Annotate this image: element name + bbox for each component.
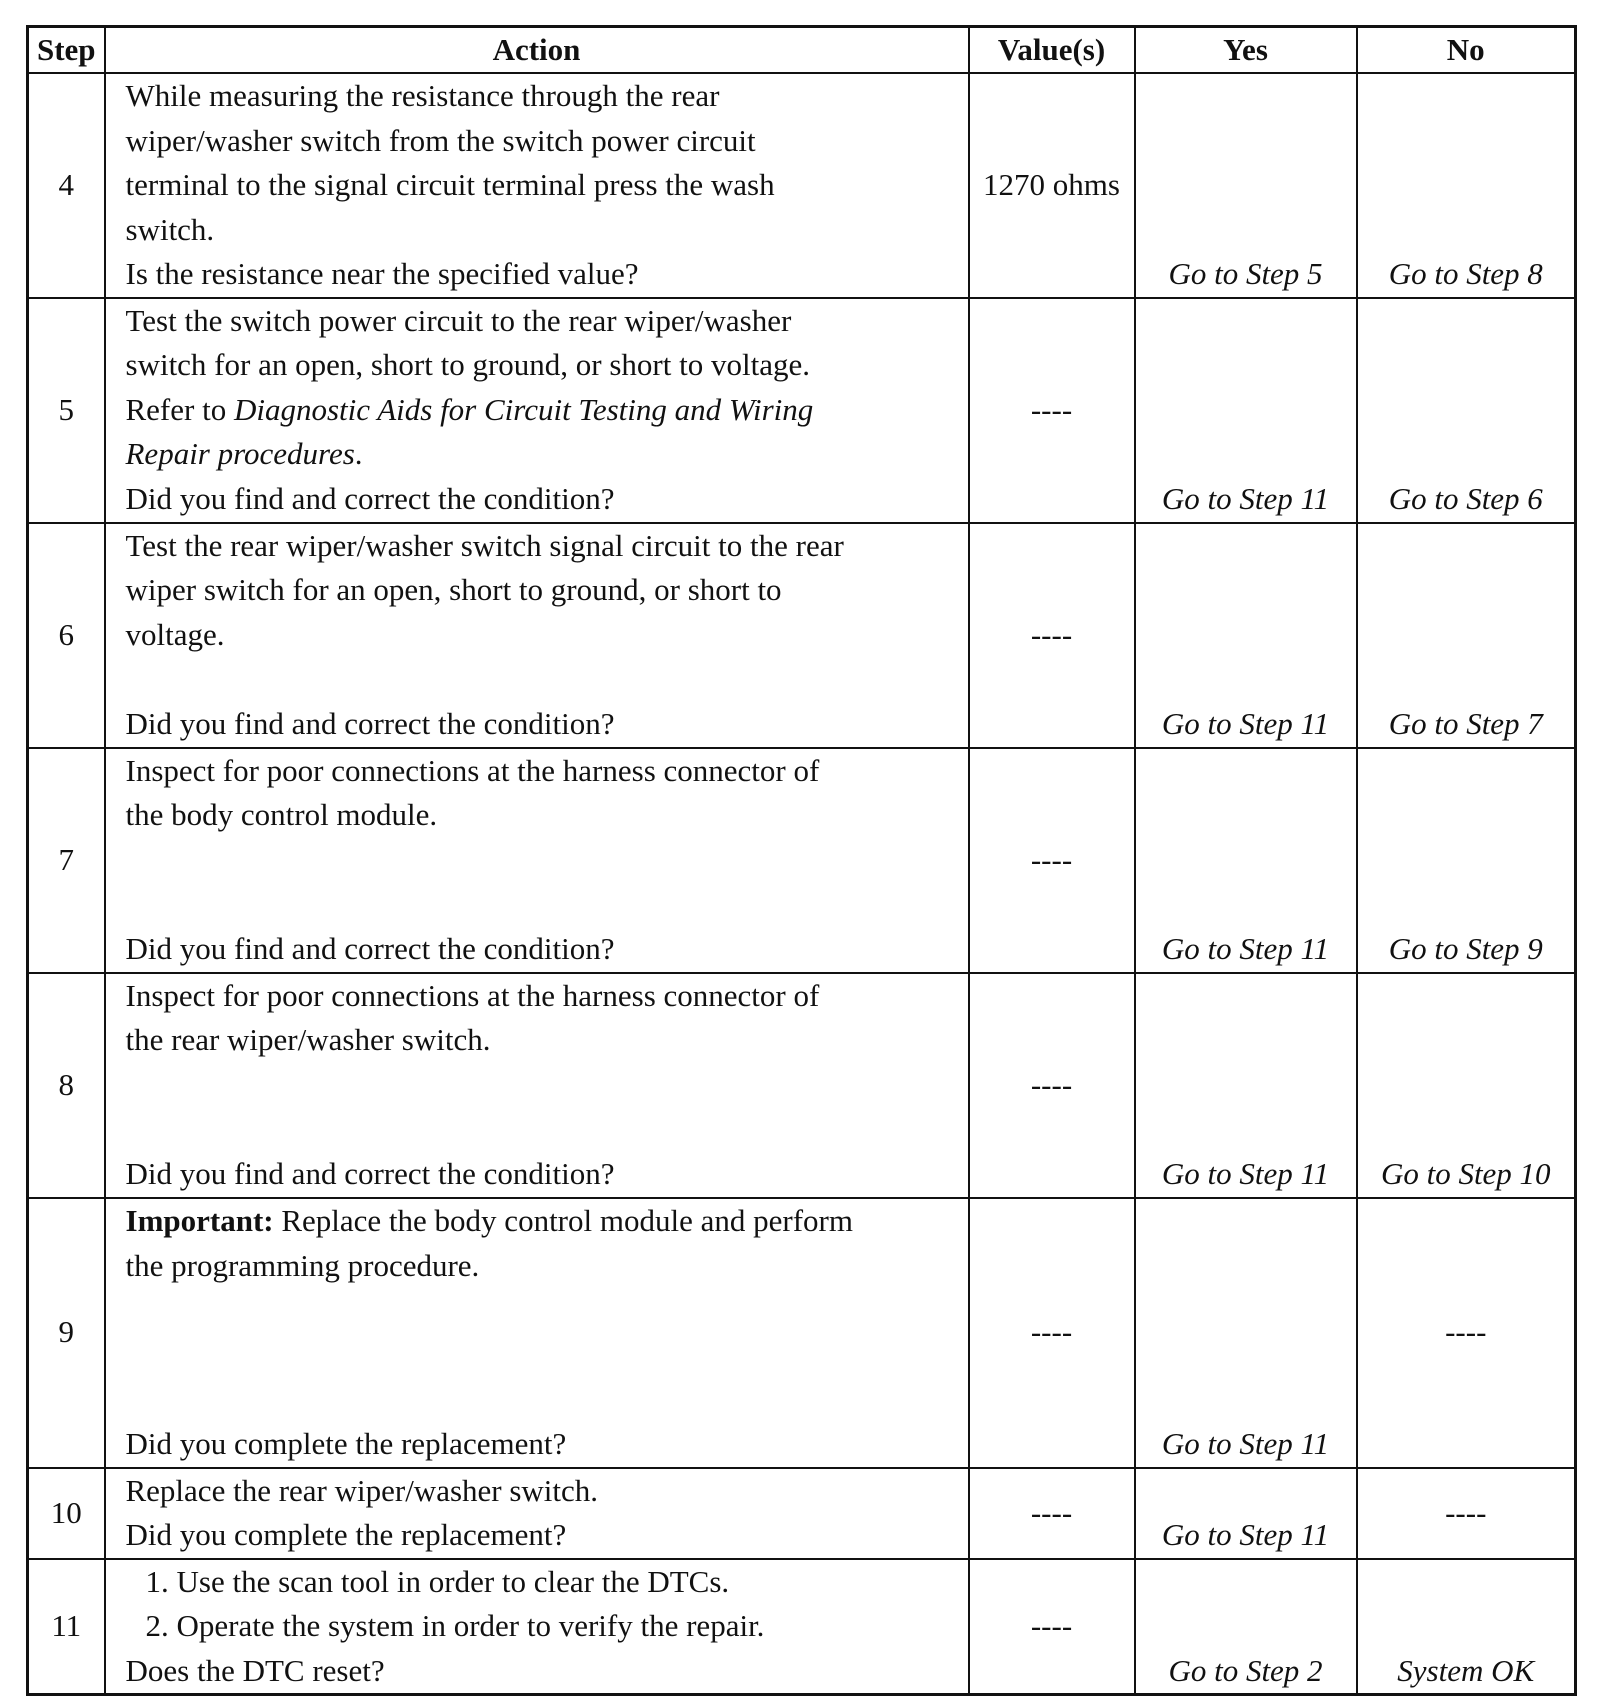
- yes-cell: Go to Step 11: [1135, 298, 1357, 523]
- no-cell: Go to Step 7: [1357, 523, 1576, 748]
- action-line: the body control module.: [125, 797, 438, 833]
- spacer: [126, 657, 962, 702]
- yes-cell: Go to Step 11: [1135, 523, 1357, 748]
- action-question: Did you find and correct the condition?: [125, 705, 615, 741]
- table-row: [28, 523, 1576, 748]
- action-line: Inspect for poor connections at the harness connector of: [125, 752, 820, 788]
- table-row: [28, 1559, 1576, 1695]
- table-row: [28, 73, 1576, 298]
- no-cell: System OK: [1357, 1559, 1576, 1695]
- reference-link-text: Diagnostic Aids for Circuit Testing and Wiring: [233, 391, 814, 427]
- step-number: 9: [28, 1198, 105, 1468]
- action-line: wiper/washer switch from the switch power circuit: [125, 122, 756, 158]
- action-question: Did you complete the replacement?: [125, 1517, 567, 1552]
- action-line: terminal to the signal circuit terminal press the wash: [125, 167, 775, 202]
- spacer: [126, 838, 962, 883]
- value-cell: ----: [969, 523, 1135, 748]
- no-cell: Go to Step 9: [1357, 748, 1576, 973]
- action-list-item: 2. Operate the system in order to verify the repair.: [145, 1608, 765, 1643]
- reference-link-text: Repair procedures: [125, 436, 355, 472]
- action-cell: [105, 973, 969, 1198]
- action-question: Does the DTC reset?: [125, 1652, 385, 1688]
- action-line: Replace the rear wiper/washer switch.: [125, 1472, 599, 1508]
- header-values: Value(s): [969, 27, 1135, 74]
- yes-cell: Go to Step 5: [1135, 73, 1357, 298]
- action-line: switch.: [125, 211, 215, 247]
- value-cell: ----: [969, 973, 1135, 1198]
- action-question: Did you find and correct the condition?: [125, 1155, 615, 1191]
- action-line: the rear wiper/washer switch.: [125, 1022, 491, 1058]
- step-number: 10: [28, 1468, 105, 1559]
- table-row: [28, 1198, 1576, 1468]
- header-action: Action: [105, 27, 969, 74]
- action-line: While measuring the resistance through the rear: [125, 78, 720, 113]
- action-line: Test the switch power circuit to the rear wiper/washer: [125, 302, 792, 338]
- action-line: the programming procedure.: [125, 1247, 480, 1283]
- action-cell: [105, 1468, 969, 1559]
- action-text: Replace the body control module and perform: [273, 1203, 853, 1238]
- action-cell: [105, 1559, 969, 1695]
- action-line: voltage.: [125, 616, 225, 652]
- no-cell: Go to Step 10: [1357, 973, 1576, 1198]
- step-number: 4: [28, 73, 105, 298]
- action-line: [126, 388, 962, 433]
- yes-cell: Go to Step 11: [1135, 973, 1357, 1198]
- yes-cell: Go to Step 11: [1135, 1468, 1357, 1559]
- table-row: [28, 748, 1576, 973]
- spacer: [126, 1377, 962, 1422]
- header-no: No: [1357, 27, 1576, 74]
- value-cell: ----: [969, 1559, 1135, 1695]
- action-question: Did you find and correct the condition?: [125, 930, 615, 966]
- step-number: 8: [28, 973, 105, 1198]
- value-cell: ----: [969, 298, 1135, 523]
- no-cell: ----: [1357, 1198, 1576, 1468]
- value-cell: 1270 ohms: [969, 73, 1135, 298]
- step-number: 6: [28, 523, 105, 748]
- no-cell: Go to Step 8: [1357, 73, 1576, 298]
- header-row: [28, 27, 1576, 74]
- action-question: Is the resistance near the specified value?: [125, 256, 639, 291]
- table-row: [28, 973, 1576, 1198]
- spacer: [126, 1288, 962, 1333]
- action-question: Did you find and correct the condition?: [125, 480, 615, 516]
- yes-cell: Go to Step 2: [1135, 1559, 1357, 1695]
- yes-cell: Go to Step 11: [1135, 748, 1357, 973]
- action-cell: [105, 523, 969, 748]
- spacer: [126, 882, 962, 927]
- action-question: Did you complete the replacement?: [125, 1425, 567, 1461]
- no-cell: Go to Step 6: [1357, 298, 1576, 523]
- action-line: [126, 1199, 962, 1244]
- action-text: Refer to: [125, 391, 234, 427]
- action-line: [126, 432, 962, 477]
- action-line: Inspect for poor connections at the harness connector of: [125, 977, 820, 1013]
- important-label: Important:: [125, 1203, 274, 1238]
- action-line: Test the rear wiper/washer switch signal circuit to the rear: [125, 527, 844, 563]
- step-number: 7: [28, 748, 105, 973]
- action-cell: [105, 748, 969, 973]
- step-number: 11: [28, 1559, 105, 1695]
- no-cell: ----: [1357, 1468, 1576, 1559]
- value-cell: ----: [969, 1468, 1135, 1559]
- action-cell: [105, 1198, 969, 1468]
- step-number: 5: [28, 298, 105, 523]
- value-cell: ----: [969, 1198, 1135, 1468]
- table-row: [28, 1468, 1576, 1559]
- action-line: switch for an open, short to ground, or short to voltage.: [125, 347, 810, 383]
- spacer: [126, 1107, 962, 1152]
- action-line: wiper switch for an open, short to ground, or short to: [125, 572, 782, 608]
- spacer: [126, 1063, 962, 1108]
- spacer: [126, 1333, 962, 1378]
- action-cell: [105, 73, 969, 298]
- yes-cell: Go to Step 11: [1135, 1198, 1357, 1468]
- action-text: .: [354, 436, 363, 472]
- action-cell: [105, 298, 969, 523]
- header-step: Step: [28, 27, 105, 74]
- value-cell: ----: [969, 748, 1135, 973]
- header-yes: Yes: [1135, 27, 1357, 74]
- diagnostic-table: [26, 25, 1577, 1696]
- table-row: [28, 298, 1576, 523]
- action-list-item: 1. Use the scan tool in order to clear the DTCs.: [145, 1563, 730, 1599]
